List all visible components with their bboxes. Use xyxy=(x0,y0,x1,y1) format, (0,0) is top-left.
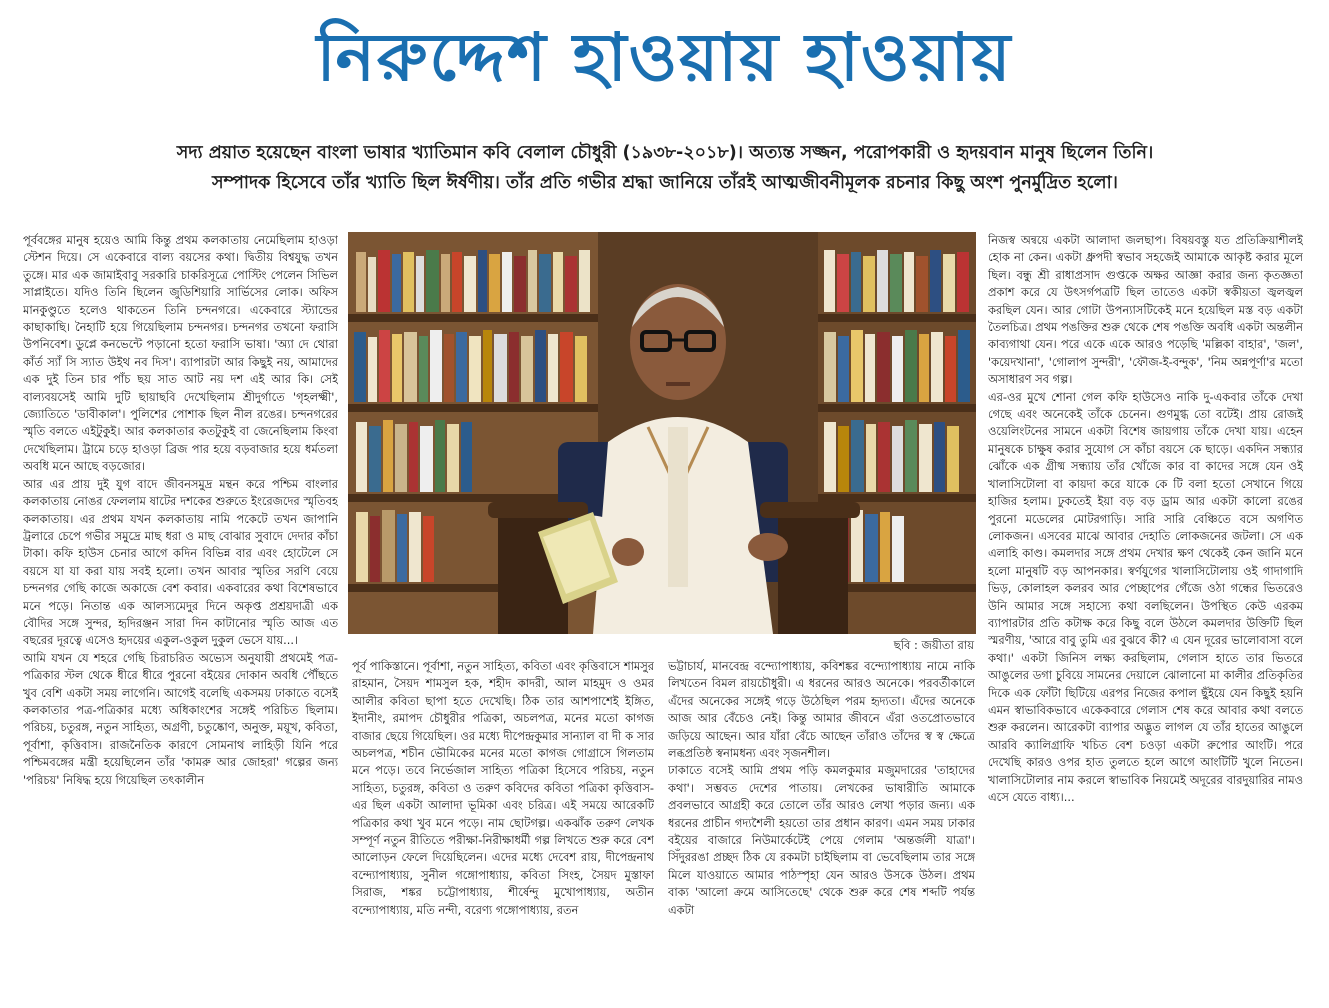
paragraph: ভট্টাচার্য, মানবেন্দ্র বন্দ্যোপাধ্যায়, কবিশঙ্কর বন্দ্যোপাধ্যায় নামে নাকি লিখতেন বিমল রায়চৌধুরী। এ ধরনের আরও অনেকে। পরবর্তীকালে এঁদের অনেকের সঙ্গেই গড়ে উঠেছিল পরম হৃদ্যতা। এঁদের অনেকে আজ আর বেঁচেও নেই। কিন্তু আমার জীবনে এঁরা ওতপ্রোতভাবে জড়িয়ে আছেন। আর যাঁরা বেঁচে আছেন তাঁরাও তাঁদের স্ব স্ব ক্ষেত্রে লব্ধপ্রতিষ্ঠ স্বনামধন্য এবং সৃজনশীল। xyxy=(668,659,975,761)
paragraph: পূর্ববঙ্গের মানুষ হয়েও আমি কিন্তু প্রথম কলকাতায় নেমেছিলাম হাওড়া স্টেশন দিয়ে। সে একেবারে বাল্য বয়সের কথা। দ্বিতীয় বিশ্বযুদ্ধ তখন তুঙ্গে। মার এক জামাইবাবু সরকারি চাকরিসূত্রে পোস্টিং পেলেন সিভিল সাপ্লাইতে। যদিও তিনি ছিলেন জুডিশিয়ারি সার্ভিসের লোক। অফিস মানকুণ্ডুতে হলেও থাকতেন তিনি চন্দনগরে। একেবারে স্ট্যান্ডের কাছাকাছি। নৈহাটি হয়ে গিয়েছিলাম চন্দনগর। চন্দনগর তখনো ফরাসি উপনিবেশ। ডুপ্লে কনভেন্টে পড়ানো হতো ফরাসি ভাষা। 'অ্যা দে থোরা কাঁর্ত স্যাঁ সি স্যাত উইথ নব দিস'। ব্যাপারটা আর কিছুই নয়, আমাদের এক দুই তিন চার পাঁচ ছয় সাত আট নয় দশ এই আর কি। সেই বাল্যবয়সেই আমি দুটি ছায়াছবি দেখেছিলাম শ্রীদুর্গাতে 'গৃহলক্ষ্মী', জ্যোতিতে 'ডাবীকাল'। পুলিশের পোশাক ছিল নীল রঙের। চন্দনগরের স্মৃতি বলতে এইটুকুই। আর কলকাতার কতটুকুই বা জেনেছিলাম কিংবা দেখেছিলাম। ট্রামে চড়ে হাওড়া ব্রিজ পার হয়ে বড়বাজার হয়ে ধর্মতলা অবধি মনে আছে বড়জোর। xyxy=(23,233,338,474)
portrait-photo-illustration xyxy=(348,232,976,634)
portrait-photo xyxy=(348,232,976,634)
intro-line-1: সদ্য প্রয়াত হয়েছেন বাংলা ভাষার খ্যাতিমান কবি বেলাল চৌধুরী (১৯৩৮-২০১৮)। অত্যন্ত সজ্জন, পরোপকারী ও হৃদয়বান মানুষ ছিলেন তিনি। xyxy=(176,143,1154,163)
paragraph: ঢাকাতে বসেই আমি প্রথম পড়ি কমলকুমার মজুমদারের 'তাহাদের কথা'। সম্ভবত দেশের পাতায়। লেখকের ভাষারীতি আমাকে প্রবলভাবে আগ্রহী করে তোলে তাঁর আরও লেখা পড়ার জন্য। এক ধরনের প্রাচীন গদ্যশৈলী হয়তো তার প্রধান কারণ। এমন সময় ঢাকার বইয়ের বাজারে নিউমার্কেটেই পেয়ে গেলাম 'অন্তর্জলী যাত্রা'। সিঁদুররঙা প্রচ্ছদ ঠিক যে রকমটা চাইছিলাম বা ভেবেছিলাম তার সঙ্গে মিলে যাওয়াতে আমার পাঠস্পৃহা যেন আরও উসকে উঠল। প্রথম বাক্য 'আলো ক্রমে আসিতেছে' থেকে শুরু করে শেষ শব্দটি পর্যন্ত একটা xyxy=(668,763,975,917)
article-title: নিরুদ্দেশ হাওয়ায় হাওয়ায় xyxy=(316,19,1013,96)
paragraph: পূর্ব পাকিস্তানে। পূর্বাশা, নতুন সাহিত্য, কবিতা এবং কৃত্তিবাসে শামসুর রাহমান, সৈয়দ শামসুল হক, শহীদ কাদরী, আল মাহমুদ ও ওমর আলীর কবিতা ছাপা হতে দেখেছি। ঠিক তার আশপাশেই ইঙ্গিত, ইদানীং, রমাপদ চৌধুরীর পত্রিকা, অচলপত্র, মনের মতো কাগজ বাজার ছেয়ে গিয়েছিল। ওর মধ্যে দীপেন্দ্রকুমার সান্যাল বা দী ক সার অচলপত্র, শচীন ভৌমিকের মনের মতো কাগজ গোগ্রাসে গিলতাম মনে পড়ে। তবে নির্ভেজাল সাহিত্য পত্রিকা হিসেবে পরিচয়, নতুন সাহিত্য, চতুরঙ্গ, কবিতা ও তরুণ কবিদের কবিতা পত্রিকা কৃত্তিবাস-এর ছিল একটা আলাদা ভূমিকা এবং চরিত্র। এই সময়ে আরেকটি পত্রিকার কথা খুব মনে পড়ে। নাম ছোটগল্প। একঝাঁক তরুণ লেখক সম্পূর্ণ নতুন রীতিতে পরীক্ষা-নিরীক্ষাধর্মী গল্প লিখতে শুরু করে বেশ আলোড়ন ফেলে দিয়েছিলেন। এদের মধ্যে দেবেশ রায়, দীপেন্দ্রনাথ বন্দ্যোপাধ্যায়, সুনীল গঙ্গোপাধ্যায়, কবিতা সিংহ, সৈয়দ মুস্তাফা সিরাজ, শঙ্কর চট্টোপাধ্যায়, শীর্ষেন্দু মুখোপাধ্যায়, অতীন বন্দ্যোপাধ্যায়, মতি নন্দী, বরেণ্য গঙ্গোপাধ্যায়, রতন xyxy=(352,659,654,917)
text-column-2 xyxy=(352,658,654,1002)
photo-caption: ছবি : জয়ীতা রায় xyxy=(893,638,974,652)
text-column-4 xyxy=(988,232,1303,1002)
paragraph: আর এর প্রায় দুই যুগ বাদে জীবনসমুদ্র মন্থন করে পশ্চিম বাংলার কলকাতায় নোঙর ফেললাম ষাটের দশকের শুরুতে ইংরেজদের স্মৃতিবহ কলকাতায়। এর প্রথম যখন কলকাতায় নামি পকেটে তখন জাপানি ট্রলারে চেপে গভীর সমুদ্রে মাছ ধরা ও মাছ বোঝার সুবাদে দেদার কাঁচা টাকা। কফি হাউস চেনার আগে কদিন বিভিন্ন বার এবং হোটেলে সে বয়সে যা যা করা যায় সবই হলো। তখন আবার স্মৃতির সরণি বেয়ে চন্দনগর গেছি কাজে অকাজে বেশ কবার। একবারের কথা বিশেষভাবে মনে পড়ে। নিতান্ত এক আলস্যমেদুর দিনে অকৃপ্ত প্রশ্রয়দাত্রী এক বৌদির সঙ্গে সুন্দর, হৃদিরঞ্জন সারা দিন কাটানোর স্মৃতি আজ এত বছরের দূরত্বে এসেও হৃদয়ের একুল-ওকুল দুকুল ভেসে যায়...। xyxy=(23,476,338,648)
article-intro xyxy=(40,138,1290,198)
text-column-1 xyxy=(23,232,338,1002)
paragraph: নিজস্ব অন্বয়ে একটা আলাদা জলছাপ। বিষয়বস্তু যত প্রতিক্রিয়াশীলই হোক না কেন। একটা ধ্রুপদী স্বভাব সহজেই আমাকে আকৃষ্ট করার মূলে ছিল। বন্ধু শ্রী রাধাপ্রসাদ গুপ্তকে অক্ষর আজ্ঞা করার জন্য কৃতজ্ঞতা প্রকাশ করে যে উৎসর্গপত্রটি ছিল তাতেও একটা স্বকীয়তা জ্বলজ্বল করছিল যেন। আর গোটা উপন্যাসটিকেই মনে হয়েছিল মস্ত বড় একটা তৈলচিত্র। প্রথম পঙক্তির শুরু থেকে শেষ পঙক্তি অবধি একটা অন্তলীন কাব্যগাথা যেন। পরে একে একে আরও পড়েছি 'মল্লিকা বাহার', 'জল', 'কয়েদখানা', 'গোলাপ সুন্দরী', 'ফৌজ-ই-বন্দুক', 'নিম অন্নপূর্ণা'র মতো অসাধারণ সব গল্প। xyxy=(988,233,1303,387)
paragraph: আমি যখন যে শহরে গেছি চিরাচরিত অভ্যেস অনুযায়ী প্রথমেই পত্র-পত্রিকার স্টল থেকে ধীরে ধীরে পুরনো বইয়ের দোকান অবধি পৌঁছতে খুব বেশি একটা সময় লাগেনি। আগেই বলেছি একসময় ঢাকাতে বসেই কলকাতার পত্র-পত্রিকার মধ্যে অধিকাংশের সঙ্গেই পরিচিত ছিলাম। পরিচয়, চতুরঙ্গ, নতুন সাহিত্য, অগ্রণী, চতুষ্কোণ, অনুক্ত, ময়ূখ, কবিতা, পূর্বাশা, কৃত্তিবাস। রাজনৈতিক কারণে সোমনাথ লাহিড়ী যিনি পরে পশ্চিমবঙ্গের মন্ত্রী হয়েছিলেন তাঁর 'কামরু আর জোহরা' গল্পের জন্য 'পরিচয়' নিষিদ্ধ হয়ে গিয়েছিল তৎকালীন xyxy=(23,650,338,787)
text-column-3 xyxy=(668,658,975,1002)
paragraph: এর-ওর মুখে শোনা গেল কফি হাউসেও নাকি দু-একবার তাঁকে দেখা গেছে এবং অনেকেই তাঁকে চেনেন। গুণমুগ্ধ তো বটেই। প্রায় রোজই ওয়েলিংটনের সামনে একটা বিশেষ জায়গায় তাঁকে দেখা যায়। এহেন মানুষকে চাক্ষুষ করার সুযোগ সে কাঁচা বয়সে কে ছাড়ে। একদিন সন্ধ্যার ঝোঁকে এক গ্রীষ্ম সন্ধ্যায় তাঁর খোঁজে কার বা কাদের সঙ্গে যেন ওই খালাসিটোলা বা কায়দা করে যাকে কে টি বলা হতো সেখানে গিয়ে হাজির হলাম। ঢুকতেই ইয়া বড় বড় ড্রাম আর একটা কালো রঙের পুরনো মডেলের মোটরগাড়ি। সারি সারি বেঞ্চিতে বসে অগণিত লোকজন। এসবের মাঝে আবার দেহাতি লোকজনের জটলা। সে এক এলাহি কাণ্ড। কমলদার সঙ্গে প্রথম দেখার ক্ষণ থেকেই কেন জানি মনে হলো মানুষটি বড় আপনকার। স্বর্ণযুগের খালাসিটোলায় ওই গাদাগাদি ভিড়, কোলাহল কলরব আর পেচ্ছাপের গেঁজে ওঠা গন্ধের ভিতরেও উনি আমার সঙ্গে সহাস্যে কথা বলছিলেন। উপস্থিত কেউ এরকম ব্যাপারটার প্রতি কটাক্ষ করে কিছু বলে উঠলে কমলদার উক্তিটি ছিল স্মরণীয়, 'আরে বাবু তুমি এর বুঝবে কী? এ যেন দূরের ভালোবাসা বলে কথা।' একটা জিনিস লক্ষ্য করছিলাম, গেলাস হাতে তার ভিতরে আঙুলের ডগা চুবিয়ে সামনের দেয়ালে ঝোলানো মা কালীর প্রতিকৃতির দিকে এক ফোঁটা ছিটিয়ে এরপর নিজের কপাল ছুঁইয়ে যেন কিছুই হয়নি এমন স্বাভাবিকভাবে একেকবারে গেলাস শেষ করে আবার কথা বলতে শুরু করলেন। আরেকটা ব্যাপার অদ্ভুত লাগল যে তাঁর হাতের আঙুলে আরবি ক্যালিগ্রাফি খচিত বেশ চওড়া একটা রুপোর আংটি। পরে দেখেছি কারও ওপর হাত তুলতে হলে আগে আংটিটি খুলে নিতেন। খালাসিটোলার নাম করলে স্বাভাবিক নিয়মেই অদূরের বারদুয়ারির নামও এসে যেতে বাধ্য।... xyxy=(988,389,1303,804)
intro-line-2: সম্পাদক হিসেবে তাঁর খ্যাতি ছিল ঈর্ষণীয়। তাঁর প্রতি গভীর শ্রদ্ধা জানিয়ে তাঁরই আত্মজীবনীমূলক রচনার কিছু অংশ পুনর্মুদ্রিত হলো। xyxy=(212,173,1118,193)
